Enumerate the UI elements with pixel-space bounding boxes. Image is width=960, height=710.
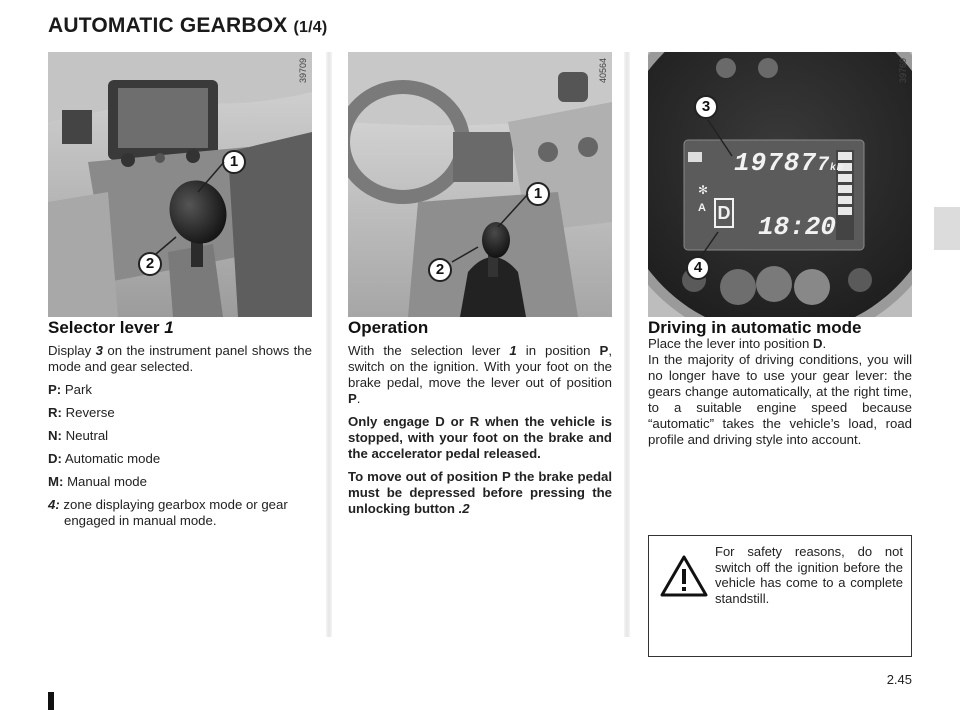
odometer-unit: km — [830, 163, 845, 174]
callout-4: 4 — [686, 256, 710, 280]
section-heading: Selector lever 1 — [48, 318, 174, 337]
column-divider — [326, 52, 332, 637]
corner-mark — [48, 692, 54, 710]
page-title — [48, 14, 327, 38]
callout-3: 3 — [694, 95, 718, 119]
callout-2: 2 — [138, 252, 162, 276]
column-automatic-mode — [648, 320, 912, 455]
paragraph: Place the lever into position D. — [648, 336, 827, 351]
list-item: N: Neutral — [48, 428, 109, 443]
column-divider — [624, 52, 630, 637]
figure-ref-number: 40564 — [598, 58, 608, 84]
callout-1: 1 — [526, 182, 550, 206]
warning-text: For safety reasons, do not switch off the ignition before the vehicle has come to a complete standstill. — [715, 544, 903, 606]
clock-display: 18:20 — [758, 212, 837, 242]
intro-paragraph: Display 3 on the instrument panel shows the mode and gear selected. — [48, 343, 312, 374]
odometer-decimal: 7 — [817, 154, 831, 177]
figure-ref-number: 39709 — [298, 58, 308, 84]
callout-1: 1 — [222, 150, 246, 174]
column-operation — [348, 320, 612, 524]
title-main: AUTOMATIC GEARBOX — [48, 14, 288, 37]
page-number: 2.45 — [886, 672, 912, 687]
column-selector-lever — [48, 320, 312, 536]
figure-ref-number: 39769 — [898, 58, 908, 84]
list-item: P: Park — [48, 382, 92, 397]
warning-triangle-icon — [659, 554, 709, 598]
warning-box — [648, 535, 912, 657]
list-item: 4: zone displaying gearbox mode or gear engaged in manual mode. — [48, 497, 288, 528]
paragraph: In the majority of driving conditions, you will no longer have to use your gear lever: the gears change automatically, at the right time, to a suitable engine speed because “automatic” takes the vehicle’s load, road profile and driving style into account. — [648, 352, 912, 447]
list-item: R: Reverse — [48, 405, 115, 420]
leader-lines — [48, 52, 312, 317]
caution-paragraph: Only engage D or R when the vehicle is stopped, with your foot on the brake and the accelerator pedal released. — [348, 414, 612, 461]
section-heading: Operation — [348, 318, 429, 337]
caution-paragraph: To move out of position P the brake pedal must be depressed before pressing the unlocking button .2 — [348, 469, 612, 516]
leader-lines — [348, 52, 612, 317]
odometer-value: 19787 — [734, 148, 818, 178]
gear-display: D — [714, 198, 734, 228]
section-tab — [934, 207, 960, 250]
leader-lines — [648, 52, 912, 317]
list-item: D: Automatic mode — [48, 451, 161, 466]
list-item: M: Manual mode — [48, 474, 147, 489]
operation-paragraph: With the selection lever 1 in position P, switch on the ignition. With your foot on the brake pedal, move the lever out of position P. — [348, 343, 612, 406]
section-heading: Driving in automatic mode — [648, 318, 862, 337]
gear-mode-label: A — [698, 202, 706, 214]
callout-2: 2 — [428, 258, 452, 282]
svg-text:✻: ✻ — [698, 183, 709, 197]
title-subtitle: (1/4) — [293, 19, 328, 36]
